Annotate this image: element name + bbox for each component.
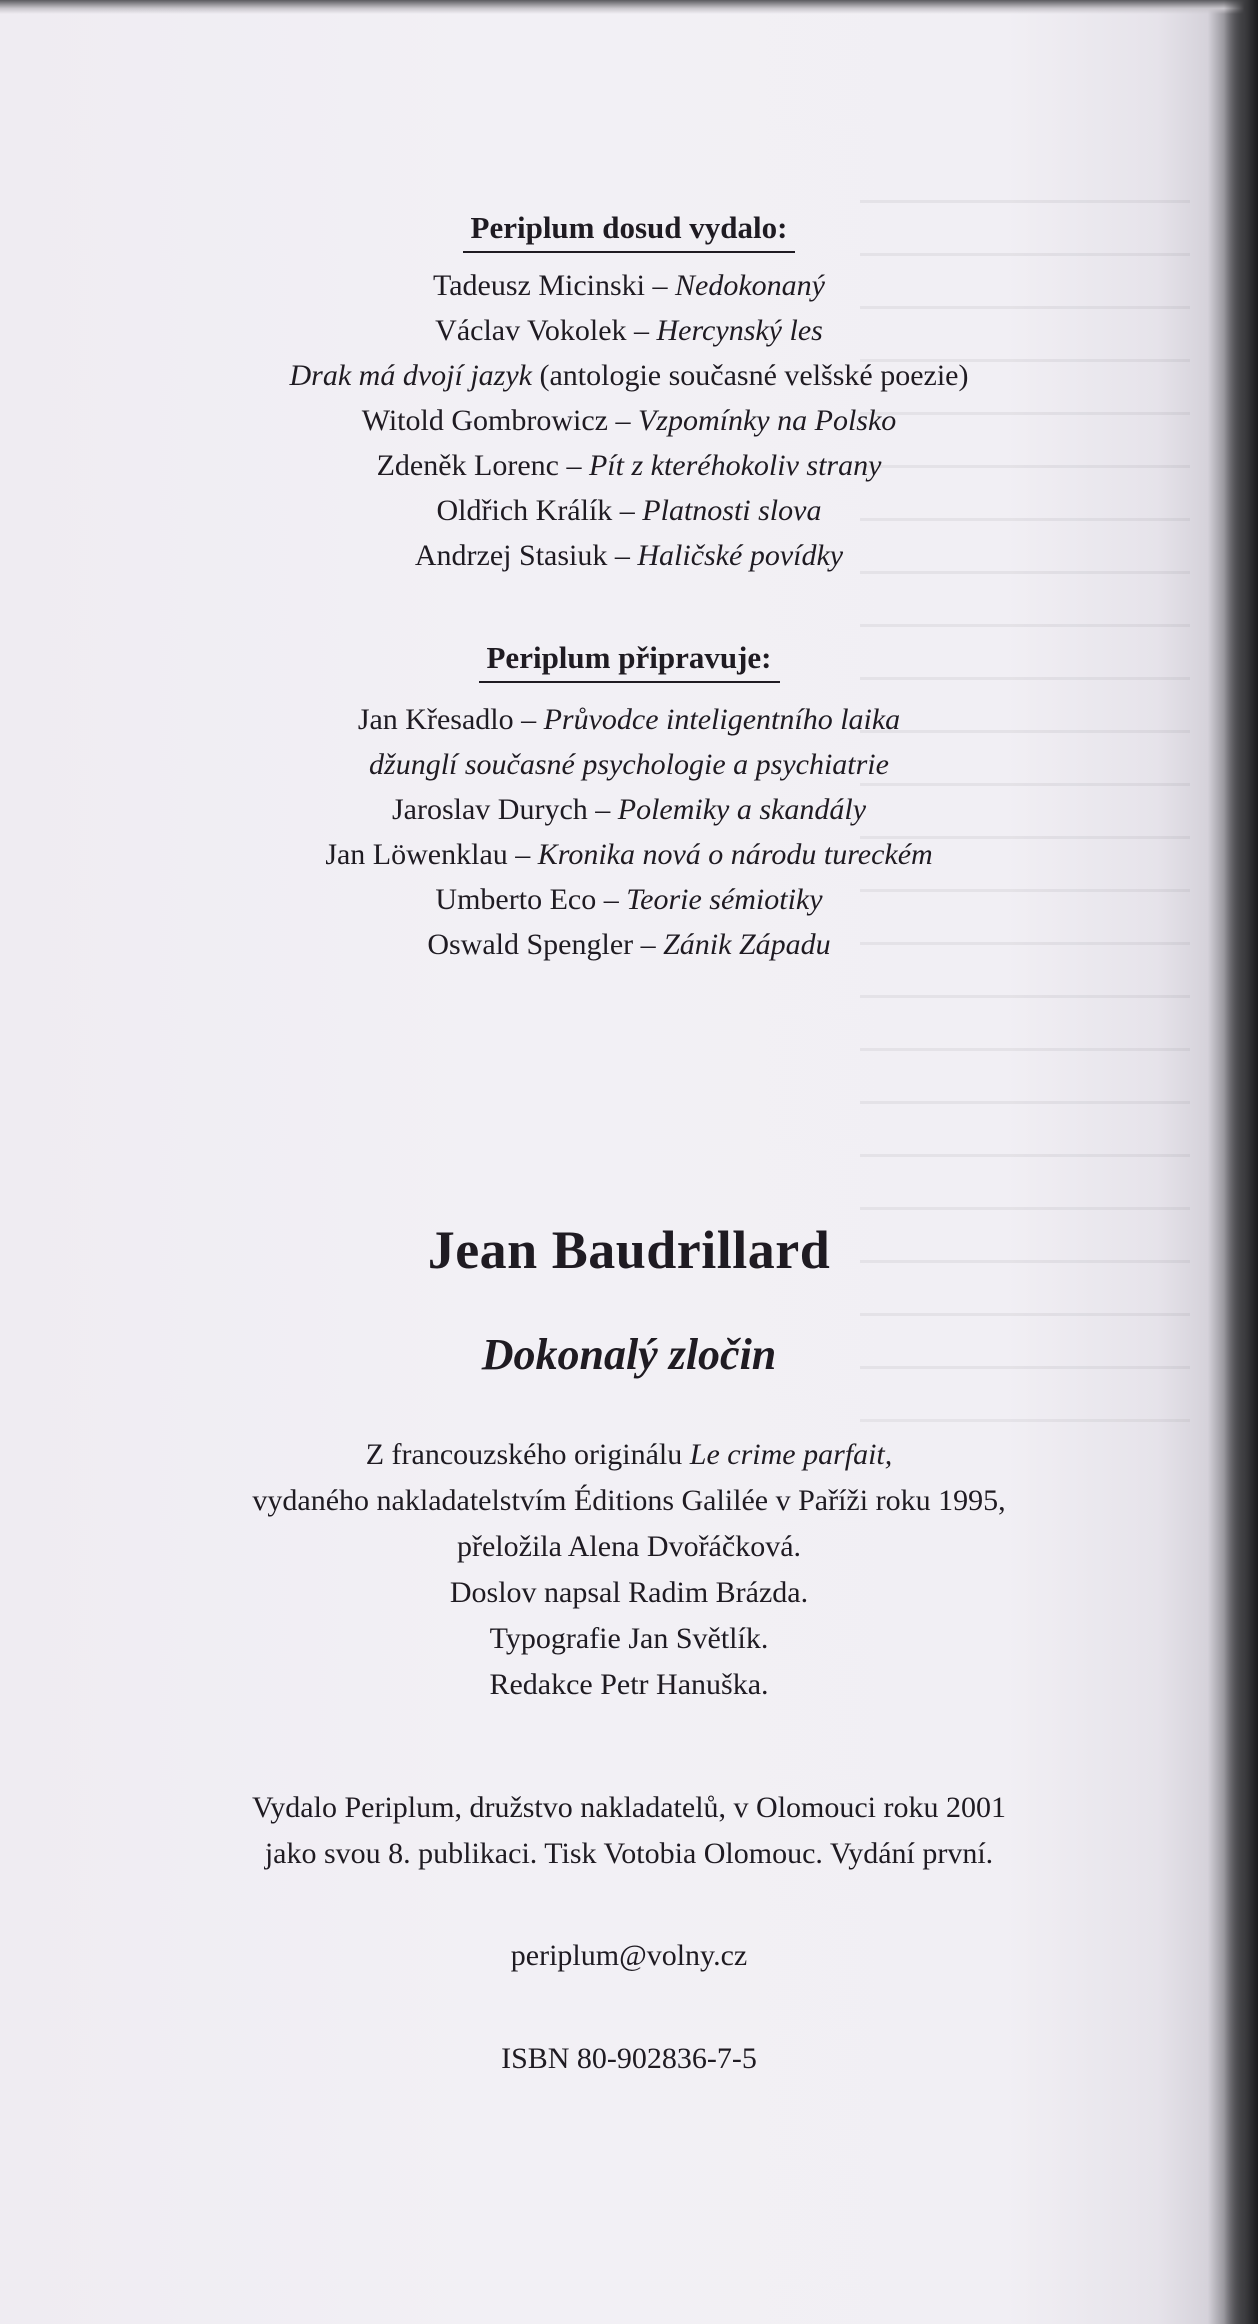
published-heading: Periplum dosud vydalo: (463, 210, 796, 253)
list-item: Jaroslav Durych – Polemiky a skandály (391, 793, 867, 826)
list-item: Tadeusz Micinski – Nedokonaný (433, 269, 825, 302)
list-item: Václav Vokolek – Hercynský les (435, 314, 823, 347)
list-item: Jan Löwenklau – Kronika nová o národu tureckém (325, 838, 933, 871)
list-item: Jan Křesadlo – Průvodce inteligentního laika (357, 703, 901, 736)
list-item: džunglí současné psychologie a psychiatrie (369, 748, 889, 781)
credits-line: vydaného nakladatelstvím Éditions Galilée v Paříži roku 1995, (252, 1484, 1006, 1517)
list-item: Drak má dvojí jazyk (antologie současné velšské poezie) (289, 359, 969, 392)
list-item: Andrzej Stasiuk – Haličské povídky (414, 539, 844, 572)
credits-line: přeložila Alena Dvořáčková. (456, 1530, 802, 1563)
imprint-block (0, 1785, 1258, 1877)
published-section (0, 210, 1258, 253)
book-title: Dokonalý zločin (481, 1330, 777, 1379)
credits-block (0, 1432, 1258, 1708)
list-item: Zdeněk Lorenc – Pít z kteréhokoliv strany (376, 449, 882, 482)
upcoming-heading: Periplum připravuje: (479, 640, 780, 683)
list-item: Oldřich Králík – Platnosti slova (436, 494, 822, 527)
upcoming-list (0, 697, 1258, 967)
list-item: Oswald Spengler – Zánik Západu (427, 928, 831, 961)
book-author: Jean Baudrillard (427, 1220, 831, 1280)
credits-line: Doslov napsal Radim Brázda. (449, 1576, 809, 1609)
list-item: Witold Gombrowicz – Vzpomínky na Polsko (361, 404, 897, 437)
imprint-line: jako svou 8. publikaci. Tisk Votobia Olomouc. Vydání první. (264, 1837, 994, 1870)
credits-line: Z francouzského originálu Le crime parfait, (365, 1438, 893, 1471)
published-list (0, 263, 1258, 578)
list-item: Umberto Eco – Teorie sémiotiky (435, 883, 823, 916)
upcoming-section (0, 640, 1258, 683)
email-address: periplum@volny.cz (510, 1939, 748, 1972)
credits-line: Redakce Petr Hanuška. (489, 1668, 769, 1701)
page-right-shadow (1224, 0, 1258, 2324)
isbn: ISBN 80-902836-7-5 (501, 2042, 757, 2075)
credits-line: Typografie Jan Světlík. (489, 1622, 769, 1655)
imprint-line: Vydalo Periplum, družstvo nakladatelů, v Olomouci roku 2001 (251, 1791, 1007, 1824)
